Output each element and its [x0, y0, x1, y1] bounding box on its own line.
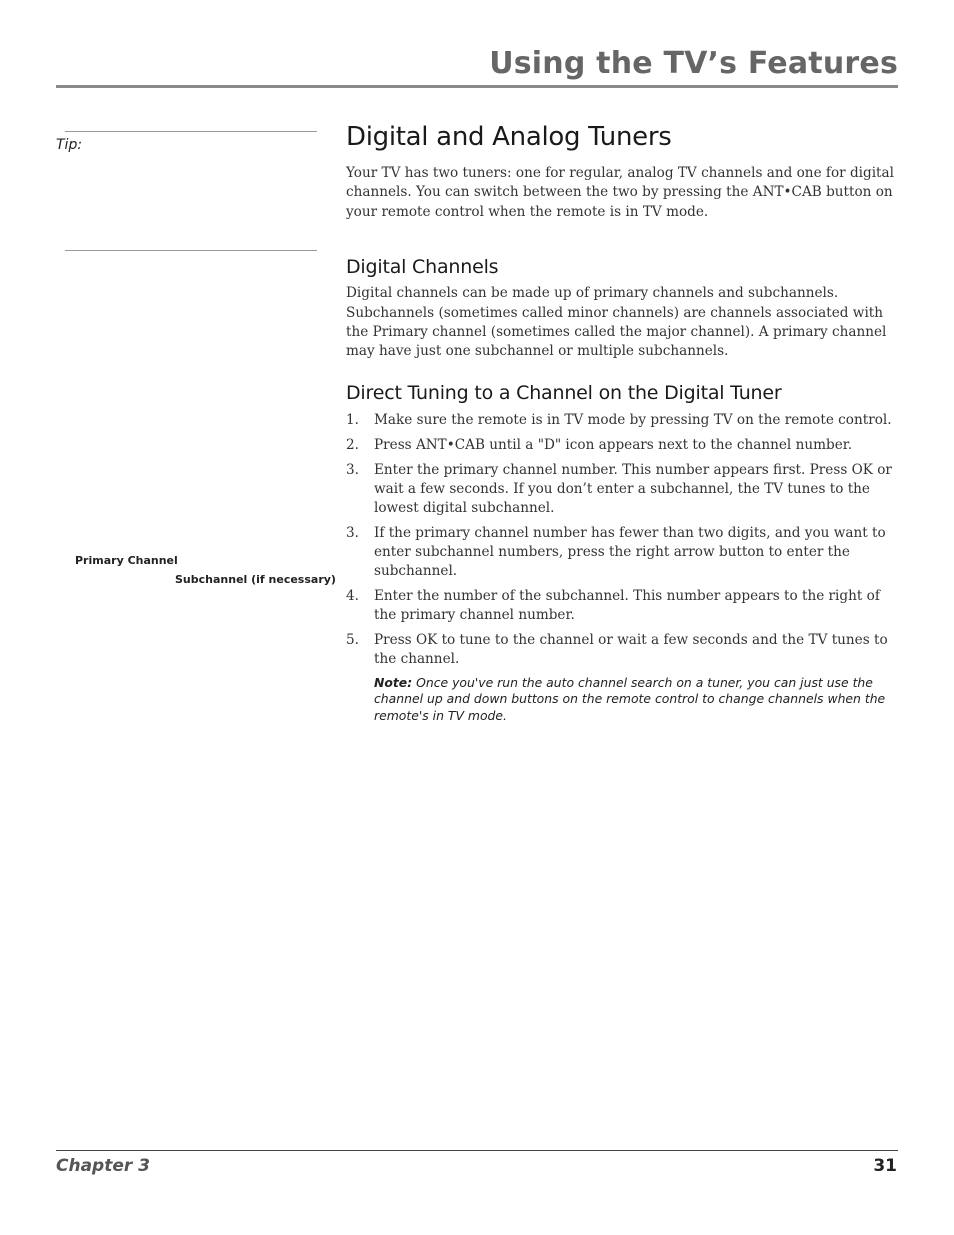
tip-bottom-divider	[65, 250, 317, 251]
primary-channel-callout: Primary Channel	[75, 554, 178, 567]
step-number: 3.	[346, 524, 359, 541]
note-label: Note:	[374, 674, 413, 690]
digital-channels-paragraph: Digital channels can be made up of primary channels and subchannels. Subchannels (sometimes called minor channels) are channels associated with the Primary channel (sometimes called the major channel). A primary channel may have just one subchannel or multiple subchannels.	[346, 285, 887, 360]
header-divider	[56, 85, 898, 88]
digital-channels-heading: Digital Channels	[346, 256, 499, 279]
footer-chapter: Chapter 3	[56, 1156, 151, 1176]
note-text: Once you've run the auto channel search on a tuner, you can just use the channel up and down buttons on the remote control to change channels when the remote's in TV mode.	[374, 674, 886, 724]
step-number: 3.	[346, 461, 359, 478]
step-text: Enter the number of the subchannel. This number appears to the right of the primary channel number.	[374, 587, 880, 623]
step-text: Press OK to tune to the channel or wait a few seconds and the TV tunes to the channel.	[374, 631, 888, 667]
intro-paragraph: Your TV has two tuners: one for regular, analog TV channels and one for digital channels. You can switch between the two by pressing the ANT•CAB button on your remote control when the remote is in TV mode.	[346, 165, 894, 220]
main-content	[346, 122, 896, 725]
list-item	[346, 411, 896, 430]
tuning-steps-list	[346, 411, 896, 669]
step-number: 2.	[346, 436, 359, 453]
footer-divider	[56, 1150, 898, 1151]
page-header-title: Using the TV’s Features	[489, 46, 898, 81]
step-text: If the primary channel number has fewer than two digits, and you want to enter subchannel numbers, press the right arrow button to enter the subchannel.	[374, 524, 886, 579]
note-block	[374, 675, 896, 725]
tip-top-divider	[65, 131, 317, 132]
step-text: Enter the primary channel number. This number appears first. Press OK or wait a few seconds. If you don’t enter a subchannel, the TV tunes to the lowest digital subchannel.	[374, 461, 892, 516]
section-title: Digital and Analog Tuners	[346, 122, 672, 152]
tip-label: Tip:	[56, 137, 83, 153]
list-item	[346, 631, 896, 669]
list-item	[346, 587, 896, 625]
step-text: Press ANT•CAB until a "D" icon appears next to the channel number.	[374, 436, 853, 453]
list-item	[346, 436, 896, 455]
footer-page-number: 31	[873, 1156, 897, 1176]
subchannel-callout: Subchannel (if necessary)	[175, 573, 336, 586]
direct-tuning-heading: Direct Tuning to a Channel on the Digital Tuner	[346, 381, 782, 404]
step-number: 1.	[346, 411, 359, 428]
list-item	[346, 461, 896, 518]
step-number: 5.	[346, 631, 359, 648]
list-item	[346, 524, 896, 581]
step-number: 4.	[346, 587, 359, 604]
step-text: Make sure the remote is in TV mode by pressing TV on the remote control.	[374, 411, 892, 428]
